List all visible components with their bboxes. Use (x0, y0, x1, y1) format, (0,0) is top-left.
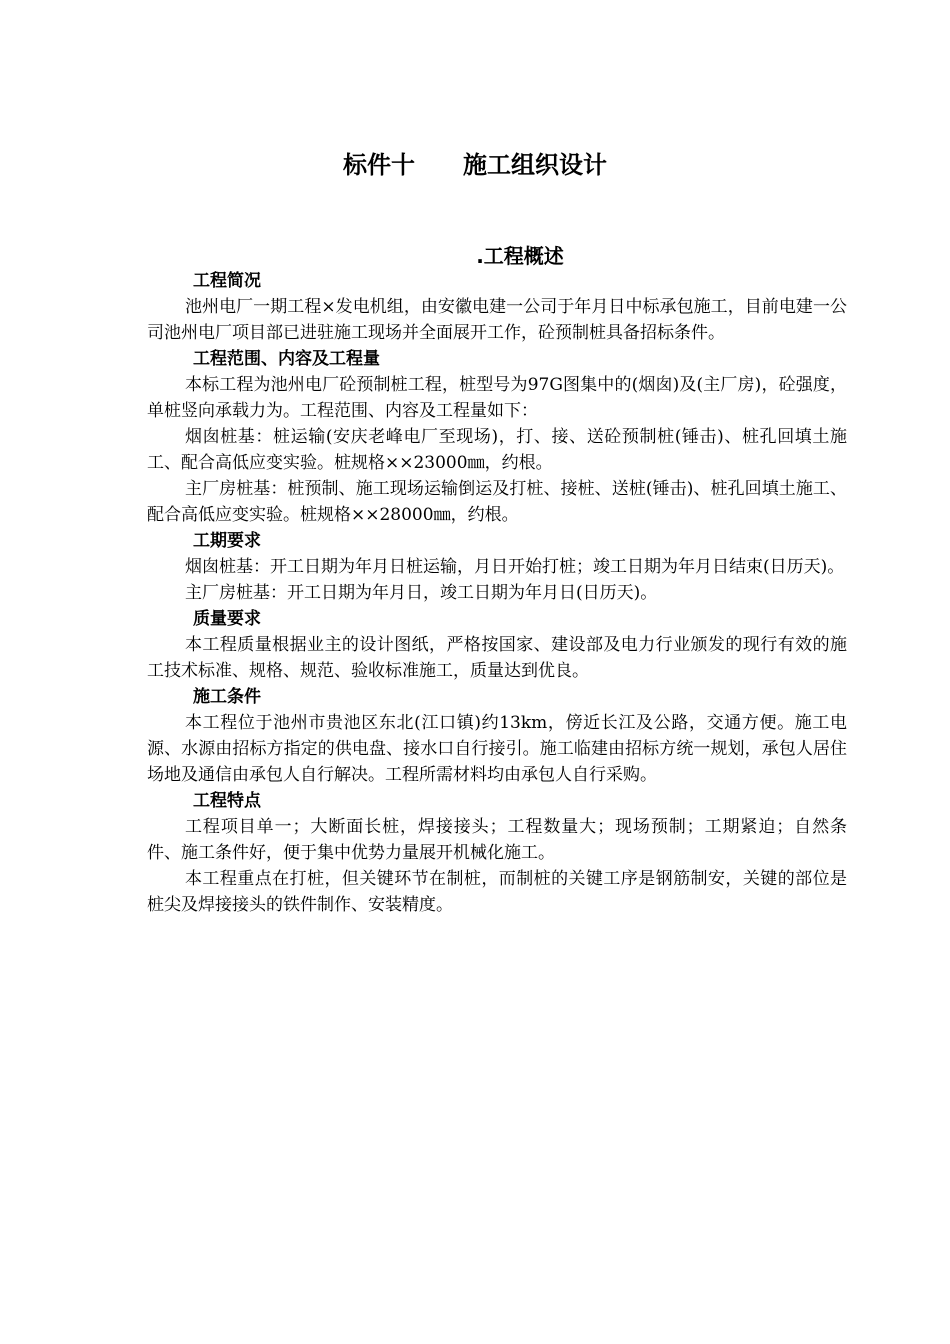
paragraph: 本工程位于池州市贵池区东北(江口镇)约13km，傍近长江及公路，交通方便。施工电源、水源由招标方指定的供电盘、接水口自行接引。施工临建由招标方统一规划，承包人居住场地及通信由承包人自行解决。工程所需材料均由承包人自行采购。 (147, 713, 847, 785)
section-heading: 质量要求 (193, 609, 261, 629)
section-heading: 施工条件 (193, 687, 261, 707)
section-heading: 工期要求 (193, 531, 261, 551)
section-heading: 工程范围、内容及工程量 (193, 349, 380, 369)
section-heading: 工程特点 (193, 791, 261, 811)
paragraph: 主厂房桩基：桩预制、施工现场运输倒运及打桩、接桩、送桩(锤击)、桩孔回填土施工、配合高低应变实验。桩规格××28000㎜，约根。 (147, 479, 847, 525)
document-body (147, 268, 847, 918)
paragraph: 本工程质量根据业主的设计图纸，严格按国家、建设部及电力行业颁发的现行有效的施工技术标准、规格、规范、验收标准施工，质量达到优良。 (147, 635, 847, 681)
section-overview (147, 268, 847, 346)
paragraph: 工程项目单一；大断面长桩，焊接接头；工程数量大；现场预制；工期紧迫；自然条件、施工条件好，便于集中优势力量展开机械化施工。 (147, 817, 847, 863)
document-title (0, 148, 950, 182)
document-title-part2: 施工组织设计 (463, 151, 607, 179)
paragraph: 本标工程为池州电厂砼预制桩工程，桩型号为97G图集中的(烟囱)及(主厂房)，砼强度，单桩竖向承载力为。工程范围、内容及工程量如下： (147, 375, 847, 421)
paragraph: 池州电厂一期工程×发电机组，由安徽电建一公司于年月日中标承包施工，目前电建一公司池州电厂项目部已进驻施工现场并全面展开工作，砼预制桩具备招标条件。 (147, 297, 847, 343)
paragraph: 烟囱桩基：桩运输(安庆老峰电厂至现场)，打、接、送砼预制桩(锤击)、桩孔回填土施工、配合高低应变实验。桩规格××23000㎜，约根。 (147, 427, 847, 473)
paragraph: 主厂房桩基：开工日期为年月日，竣工日期为年月日(日历天)。 (185, 583, 658, 603)
section-conditions (147, 684, 847, 788)
section-features (147, 788, 847, 918)
paragraph: 烟囱桩基：开工日期为年月日桩运输，月日开始打桩；竣工日期为年月日结束(日历天)。 (185, 557, 845, 577)
section-schedule (147, 528, 847, 606)
section-heading: 工程简况 (193, 271, 261, 291)
section-scope (147, 346, 847, 528)
paragraph: 本工程重点在打桩，但关键环节在制桩，而制桩的关键工序是钢筋制安，关键的部位是桩尖及焊接接头的铁件制作、安装精度。 (147, 869, 847, 915)
document-title-part1: 标件十 (343, 151, 415, 179)
chapter-title: .工程概述 (476, 244, 564, 268)
section-quality (147, 606, 847, 684)
